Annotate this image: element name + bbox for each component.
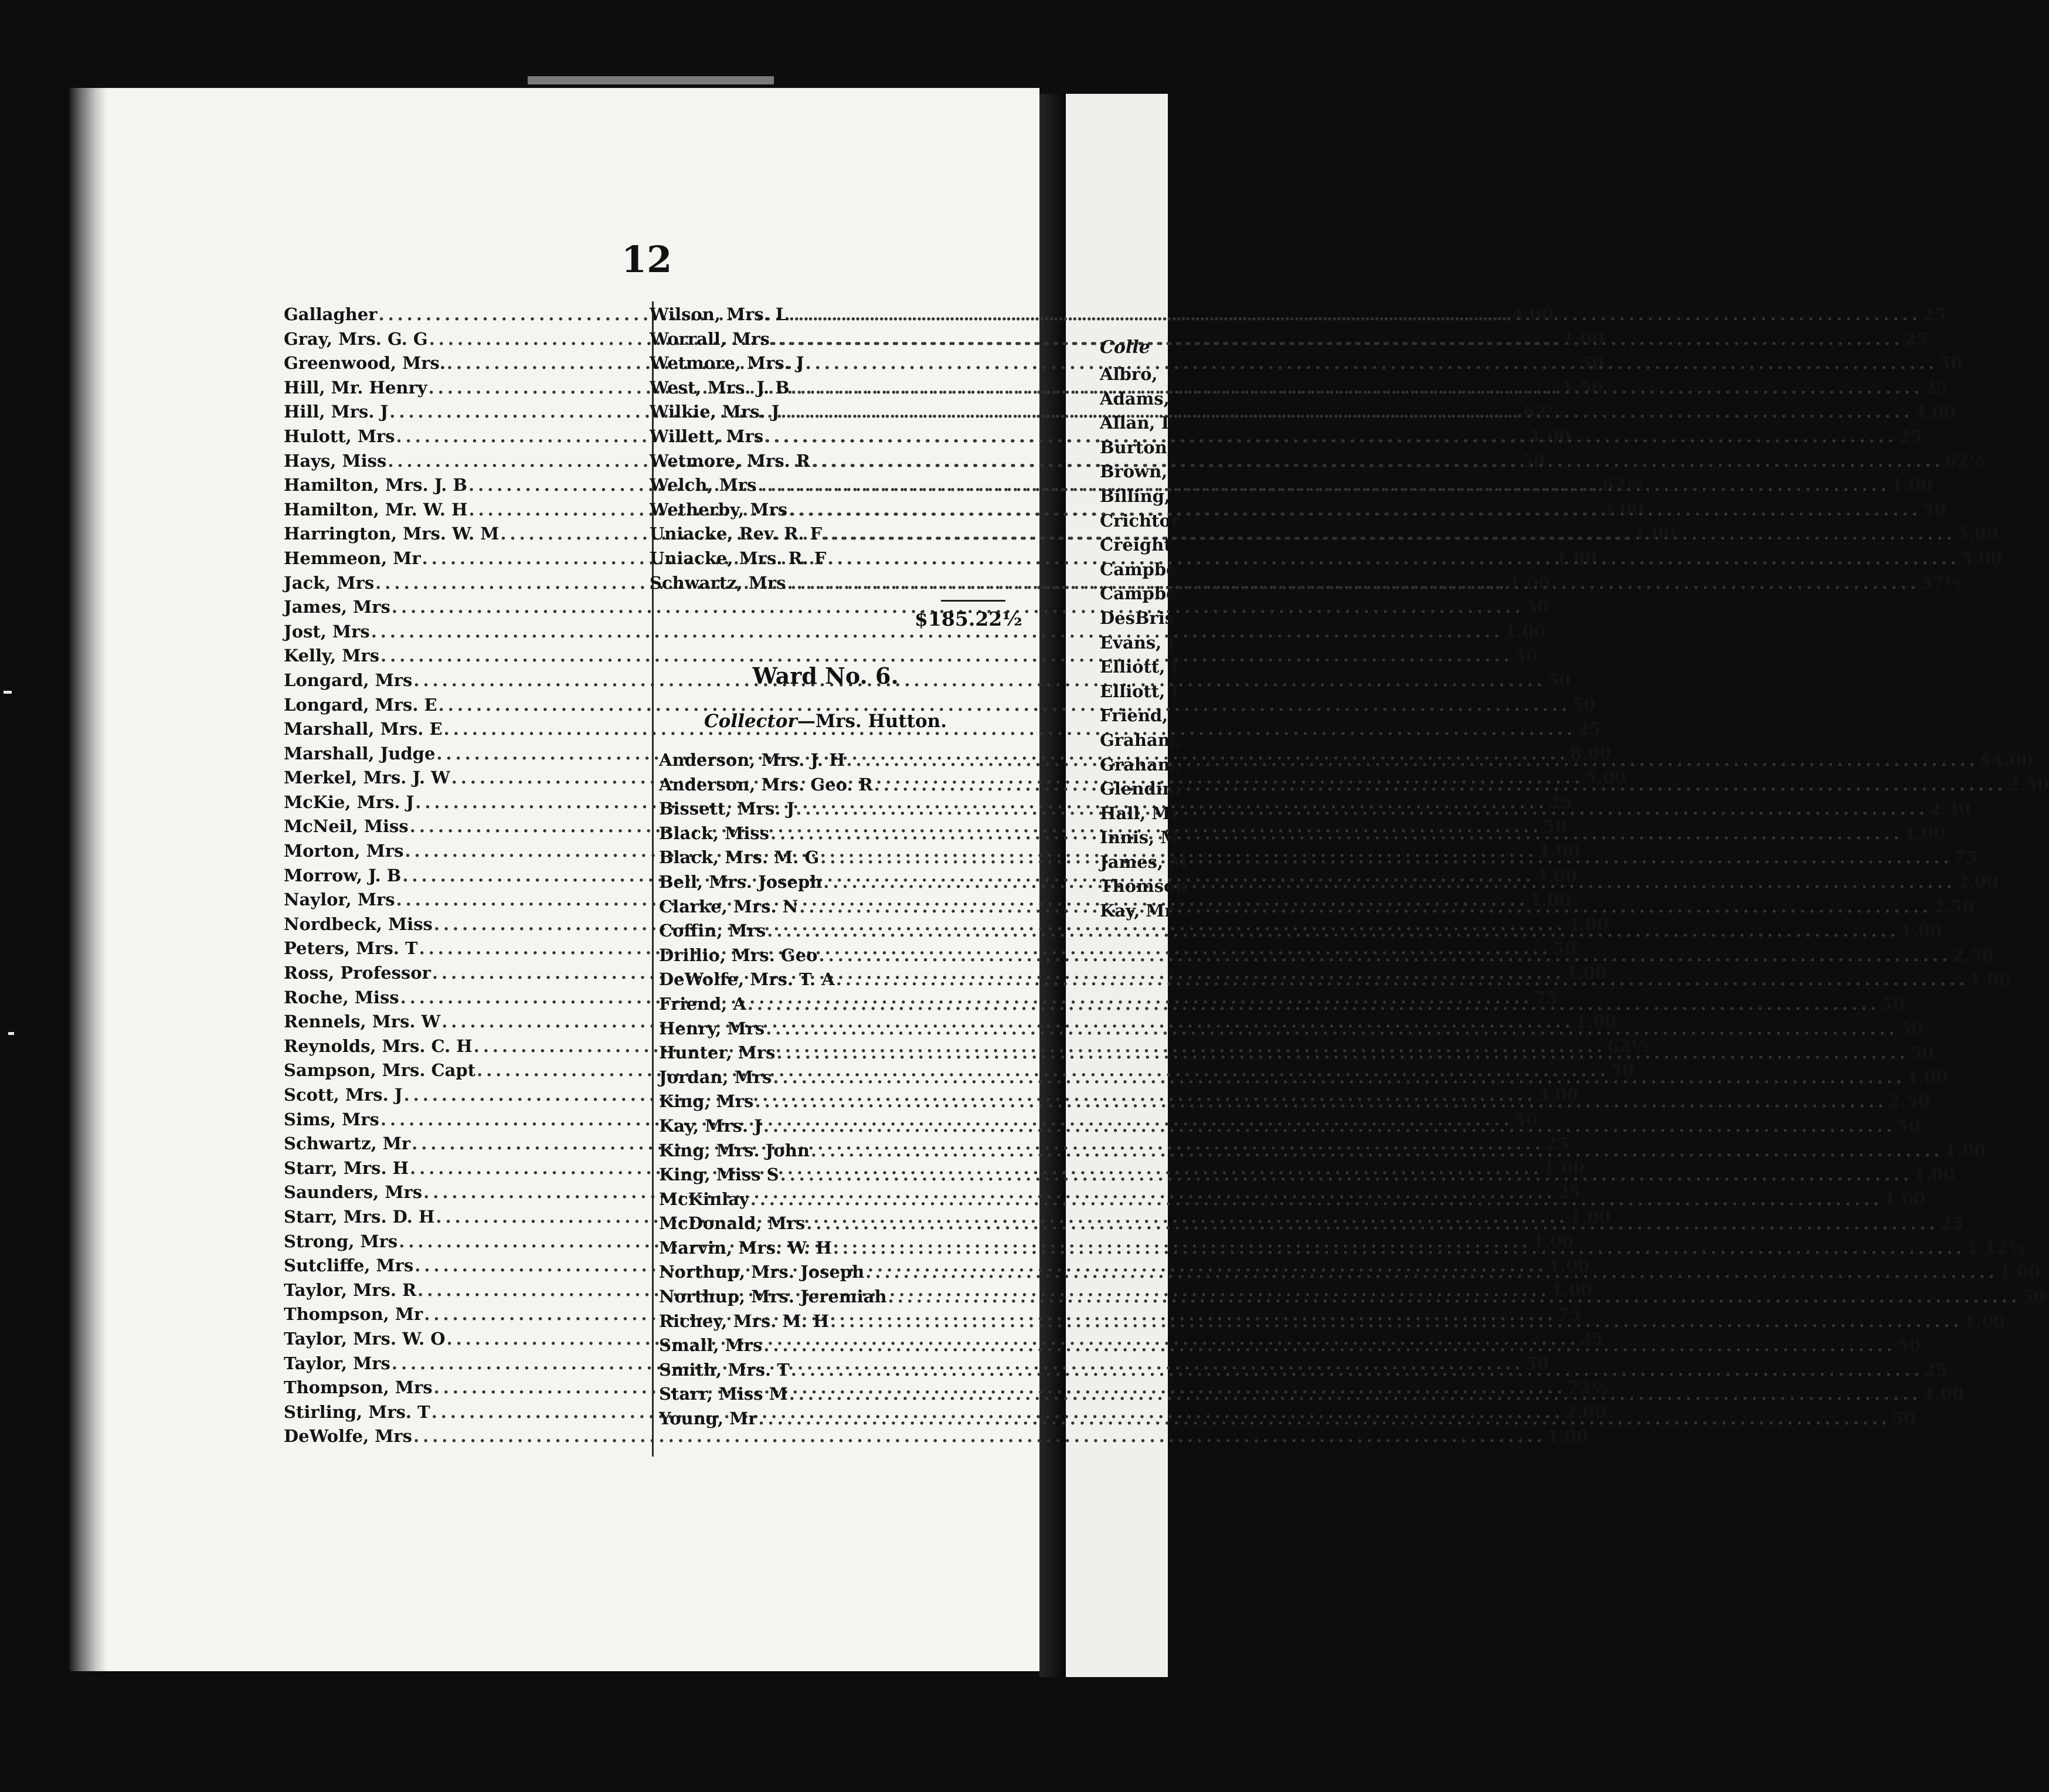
subscriber-name: Hulott, Mrs bbox=[284, 426, 395, 446]
subscriber-name: Henry, Mrs bbox=[659, 1018, 765, 1038]
subscriber-name: Schwartz, Mrs bbox=[650, 572, 786, 593]
subscription-amount: 50 bbox=[1543, 816, 1567, 837]
subscription-amount: 1.00 bbox=[1900, 921, 1942, 941]
subscription-amount: 25 bbox=[1577, 719, 1601, 739]
subscriber-name: Longard, Mrs bbox=[284, 670, 413, 690]
subscription-amount: 1.00 bbox=[1999, 1262, 2041, 1282]
leader-dots bbox=[823, 522, 1956, 547]
facing-page-entry: Billing, bbox=[1100, 486, 1171, 506]
subscription-amount: 50 bbox=[1514, 1109, 1538, 1129]
leader-dots bbox=[811, 449, 1944, 474]
subscription-amount: 3.00 bbox=[1537, 1085, 1579, 1105]
subscriber-name: Jack, Mrs bbox=[284, 572, 375, 593]
subscriber-name: Black, Mrs. M. G bbox=[659, 847, 820, 868]
subscriber-name: DeWolfe, Mrs. T. A bbox=[659, 969, 835, 990]
leader-dots bbox=[791, 1358, 1924, 1383]
subscription-amount: 50 bbox=[1580, 353, 1604, 374]
leader-dots bbox=[806, 1211, 1939, 1236]
subscription-amount: 50 bbox=[1892, 1409, 1916, 1429]
subscriber-name: Hamilton, Mrs. J. B bbox=[284, 475, 467, 495]
subscriber-name: McKie, Mrs. J bbox=[284, 792, 414, 812]
subscriber-name: Nordbeck, Miss bbox=[284, 914, 433, 934]
subscription-amount: 1.00 bbox=[1884, 1189, 1925, 1209]
subscription-amount: 1.00 bbox=[1906, 1067, 1948, 1087]
subscription-amount: 50 bbox=[1521, 450, 1545, 471]
list-entry bbox=[659, 1163, 1955, 1187]
subscription-amount: 1.00 bbox=[1891, 475, 1933, 495]
subscription-amount: 4.00 bbox=[1914, 402, 1956, 422]
subscriber-name: Starr, Mrs. H bbox=[284, 1158, 409, 1178]
subscriber-name: Hemmeon, Mr bbox=[284, 548, 421, 568]
subscriber-name: Anderson, Mrs. Geo. R bbox=[659, 774, 873, 795]
facing-page-entry: Campbe bbox=[1100, 583, 1177, 604]
subscription-amount: 25 bbox=[1904, 328, 1928, 349]
leader-dots bbox=[799, 895, 1932, 919]
subscription-amount: 2.50 bbox=[1888, 1091, 1930, 1112]
subscriber-name: Sampson, Mrs. Capt bbox=[284, 1060, 476, 1081]
leader-dots bbox=[836, 968, 1969, 992]
subscription-amount: 25 bbox=[1924, 377, 1948, 398]
subscriber-name: Scott, Mrs. J bbox=[284, 1085, 403, 1105]
subscriber-name: Wilkie, Mrs. J bbox=[650, 402, 780, 422]
subscription-amount: 50 bbox=[1514, 646, 1538, 666]
subscriber-name: Kay, Mrs. J bbox=[659, 1115, 762, 1136]
subscriber-name: Drillio, Mrs. Geo bbox=[659, 945, 818, 965]
scanner-edge bbox=[528, 76, 774, 84]
facing-page-entry: Campbe bbox=[1100, 559, 1177, 579]
ward-heading: Ward No. 6. bbox=[752, 663, 899, 689]
subscriber-name: Wetherby, Mrs bbox=[650, 499, 788, 520]
subscriber-name: Hill, Mrs. J bbox=[284, 402, 389, 422]
facing-page-heading: Colle bbox=[1100, 337, 1150, 358]
subscriber-name: Hays, Miss bbox=[284, 450, 387, 471]
list-entry bbox=[284, 1424, 1589, 1449]
list-entry bbox=[659, 1260, 2041, 1285]
facing-page-entry: Albro, bbox=[1100, 364, 1158, 384]
subscription-amount: 1.00 bbox=[1575, 1012, 1617, 1032]
leader-dots bbox=[888, 1285, 2021, 1309]
subscription-amount: 1.00 bbox=[1508, 572, 1551, 593]
facing-page-entry: Elliott, I bbox=[1100, 681, 1180, 701]
subscription-amount: 62½ bbox=[1607, 1036, 1649, 1056]
page-number: 12 bbox=[621, 238, 672, 281]
subscriber-name: Peters, Mrs. T bbox=[284, 938, 418, 959]
subscription-amount: 1.00 bbox=[1565, 963, 1608, 983]
subscription-amount: 75 bbox=[1534, 987, 1558, 1007]
subscriber-name: Uniacke, Mrs. R. F bbox=[650, 548, 827, 568]
subscriber-name: King, Mrs. John bbox=[659, 1140, 810, 1160]
facing-page-entry: Graham, bbox=[1100, 729, 1182, 750]
subscription-amount: 1.00 bbox=[1543, 1158, 1585, 1178]
subscription-amount: 50 bbox=[1525, 597, 1549, 617]
subscription-amount: 62½ bbox=[1523, 402, 1565, 422]
leader-dots bbox=[791, 376, 1924, 401]
list-entry bbox=[659, 968, 2011, 992]
subscription-amount: 50 bbox=[1910, 1043, 1934, 1063]
subscription-amount: 1.00 bbox=[1530, 890, 1571, 910]
subscriber-name: Sutcliffe, Mrs bbox=[284, 1255, 414, 1276]
subscriber-name: Willett, Mrs bbox=[650, 426, 764, 446]
subscription-amount: 2.00 bbox=[1602, 499, 1644, 520]
facing-page-entry: Kay, Mr bbox=[1100, 901, 1174, 921]
facing-page-entry: Friend, bbox=[1100, 705, 1168, 726]
subscriber-name: Rennels, Mrs. W bbox=[284, 1012, 441, 1032]
leader-dots bbox=[847, 748, 1979, 773]
subscriber-name: Roche, Miss bbox=[284, 987, 399, 1007]
subscription-amount: 2.00 bbox=[1956, 871, 1999, 892]
subscription-amount: 2.50 bbox=[1932, 896, 1975, 917]
facing-page-entry: Elliott, I bbox=[1100, 657, 1180, 677]
leader-dots bbox=[865, 1260, 1998, 1285]
subscriber-name: Worrall, Mrs bbox=[650, 328, 770, 349]
subscriber-name: Clarke, Mrs. N bbox=[659, 896, 798, 917]
leader-dots bbox=[789, 498, 1921, 522]
subscriber-name: Wetmore, Mrs. R bbox=[650, 450, 810, 471]
subscriber-name: Anderson, Mrs. J. H bbox=[659, 750, 845, 770]
facing-page-entry: DesBris bbox=[1100, 607, 1175, 628]
subscriber-name: Sims, Mrs bbox=[284, 1109, 379, 1129]
leader-dots bbox=[827, 547, 1960, 571]
subscription-amount: 1.12½ bbox=[1966, 1237, 2026, 1258]
subscription-amount: 25 bbox=[1545, 1133, 1569, 1154]
facing-page-entry: Glendinr bbox=[1100, 779, 1184, 799]
subscriber-name: Bissett, Mrs. J bbox=[659, 799, 795, 819]
subscription-amount: 8.00 bbox=[1569, 743, 1612, 763]
subscription-amount: 37½ bbox=[1921, 572, 1962, 593]
subscription-amount: 4.00 bbox=[1567, 914, 1609, 934]
subscriber-name: Ross, Professor bbox=[284, 963, 431, 983]
subscription-amount: 1.00 bbox=[1569, 1206, 1611, 1227]
leader-dots bbox=[757, 473, 1890, 498]
subscription-amount: 50 bbox=[1881, 993, 1905, 1014]
subscription-amount: 75 bbox=[1557, 1304, 1582, 1325]
subscriber-name: Gray, Mrs. G. G bbox=[284, 328, 428, 349]
facing-page-entry: Adams, bbox=[1100, 388, 1170, 409]
scan-artifact bbox=[8, 1032, 14, 1035]
subscriber-name: Taylor, Mrs. W. O bbox=[284, 1328, 446, 1349]
subscriber-name: Starr, Mrs. D. H bbox=[284, 1206, 435, 1227]
subscriber-name: Reynolds, Mrs. C. H bbox=[284, 1036, 473, 1056]
subscriber-name: Marshall, Judge bbox=[284, 743, 436, 763]
subscription-amount: 1.00 bbox=[1547, 1426, 1589, 1447]
subscription-amount: 1.00 bbox=[1562, 328, 1604, 349]
leader-dots bbox=[755, 1090, 1887, 1114]
subscriber-name: Naylor, Mrs bbox=[284, 890, 395, 910]
subscription-amount: 25 bbox=[1924, 1359, 1948, 1380]
subscriber-name: McKinlay bbox=[659, 1189, 749, 1209]
subscription-amount: 50 bbox=[1610, 1060, 1634, 1081]
facing-page-column bbox=[1100, 333, 1188, 924]
subscriber-name: West, Mrs. J. B bbox=[650, 377, 790, 398]
ward-total: $185.22½ bbox=[915, 607, 1022, 630]
subscription-amount: 62½ bbox=[1602, 475, 1644, 495]
subscription-amount: 2.40 bbox=[1929, 799, 1971, 819]
subscription-amount: 25 bbox=[1898, 426, 1922, 446]
subscription-amount: 5.00 bbox=[1585, 768, 1626, 788]
subscription-amount: 50 bbox=[1572, 694, 1596, 715]
subscriber-name: Uniacke, Rev. R. F bbox=[650, 524, 823, 544]
facing-page-entry: James, M bbox=[1100, 851, 1188, 872]
subscriber-name: Northup, Mrs. Joseph bbox=[659, 1262, 865, 1282]
leader-dots bbox=[823, 870, 1956, 895]
facing-page-entry: Hall, Mr bbox=[1100, 803, 1180, 823]
collector-name: —Mrs. Hutton. bbox=[797, 711, 947, 732]
subscriber-name: Smith, Mrs. T bbox=[659, 1359, 790, 1380]
subscriber-name: Young, Mr bbox=[659, 1409, 757, 1429]
subscriber-name: Hunter, Mrs bbox=[659, 1043, 776, 1063]
leader-dots bbox=[796, 797, 1928, 822]
subscriber-name: Marshall, Mrs. E bbox=[284, 719, 443, 739]
subscriber-name: Small, Mrs bbox=[659, 1335, 763, 1356]
leader-dots bbox=[766, 1017, 1898, 1041]
subscriber-name: Northup, Mrs. Jeremiah bbox=[659, 1287, 887, 1307]
subscription-amount: 1.00 bbox=[1963, 1311, 2006, 1331]
subscription-amount: 50 bbox=[1552, 938, 1576, 959]
subscription-amount: 1.50 bbox=[1562, 377, 1603, 398]
collector-role: Collector bbox=[704, 711, 797, 732]
facing-page-entry: Crichtor bbox=[1100, 510, 1180, 531]
subscriber-name: Merkel, Mrs. J. W bbox=[284, 768, 450, 788]
subscriber-name: Schwartz, Mr bbox=[284, 1133, 411, 1154]
subscriber-name: Thompson, Mrs bbox=[284, 1377, 433, 1398]
leader-dots bbox=[830, 1309, 1963, 1334]
subscription-amount: 1.00 bbox=[1532, 1231, 1574, 1251]
facing-page-entry: Burton, bbox=[1100, 437, 1173, 457]
subscriber-name: Wetmore, Mrs. J bbox=[650, 353, 804, 374]
subscriber-name: Longard, Mrs. E bbox=[284, 694, 437, 715]
subscriber-name: James, Mrs bbox=[284, 597, 390, 617]
subscription-amount: 1.00 bbox=[1914, 1165, 1955, 1185]
subscription-amount: 1.00 bbox=[1548, 1255, 1590, 1276]
subscription-amount: 50 bbox=[1525, 1353, 1549, 1373]
leader-dots bbox=[820, 846, 1953, 870]
leader-dots bbox=[874, 773, 2007, 797]
subscription-amount: 50 bbox=[1897, 1335, 1921, 1356]
subscription-amount: 4.00 bbox=[1922, 1384, 1964, 1404]
subscriber-name: Welch, Mrs bbox=[650, 475, 757, 495]
subscriber-name: Black, Miss bbox=[659, 823, 770, 843]
subscriber-name: Richey, Mrs. M. H bbox=[659, 1311, 830, 1331]
leader-dots bbox=[806, 351, 1938, 376]
subscription-amount: 5.00 bbox=[1960, 548, 2003, 568]
subscriber-name: Kelly, Mrs bbox=[284, 646, 380, 666]
subscription-amount: 50 bbox=[1899, 1018, 1924, 1038]
leader-dots bbox=[444, 717, 1576, 742]
leader-dots bbox=[759, 1407, 1891, 1431]
leader-dots bbox=[780, 400, 1913, 425]
leader-dots bbox=[439, 693, 1571, 718]
subscriber-name: Morrow, J. B bbox=[284, 865, 402, 885]
subscription-amount: 62½ bbox=[1945, 450, 1987, 471]
subscription-amount: 50 bbox=[1939, 353, 1963, 374]
subscription-amount: 1.00 bbox=[1944, 1140, 1986, 1160]
subscription-amount: 50 bbox=[1897, 1115, 1921, 1136]
facing-page-entry: Thomson bbox=[1100, 876, 1188, 897]
subscriber-name: Harrington, Mrs. W. M bbox=[284, 524, 499, 544]
leader-dots bbox=[789, 1382, 1922, 1407]
subscription-amount: 1.00 bbox=[1530, 426, 1571, 446]
subscriber-name: Greenwood, Mrs. bbox=[284, 353, 446, 374]
subscriber-name: King, Miss S bbox=[659, 1165, 779, 1185]
subscription-amount: 1.00 bbox=[1904, 823, 1946, 843]
list-entry bbox=[659, 943, 1994, 968]
leader-dots bbox=[776, 1041, 1909, 1065]
leader-dots bbox=[763, 1333, 1896, 1358]
subscription-amount: 1.00 bbox=[1504, 621, 1546, 642]
facing-page-entry: Allan, I bbox=[1100, 413, 1170, 433]
list-entry bbox=[659, 1114, 1921, 1139]
subscriber-name: Gallagher bbox=[284, 304, 378, 324]
subscriber-name: Wilson, Mrs. L bbox=[650, 304, 788, 324]
facing-page-entry: Graham, bbox=[1100, 754, 1182, 775]
subscriber-name: Morton, Mrs bbox=[284, 841, 404, 861]
subscription-amount: 25 bbox=[1580, 1328, 1604, 1349]
subscriber-name: Bell, Mrs. Joseph bbox=[659, 871, 823, 892]
leader-dots bbox=[819, 943, 1952, 968]
leader-dots bbox=[787, 571, 1919, 596]
subscription-amount: 1.00 bbox=[1551, 1279, 1593, 1300]
leader-dots bbox=[747, 992, 1880, 1017]
subscription-amount: 72½ bbox=[1567, 1377, 1609, 1398]
subscription-amount: 1.00 bbox=[1555, 548, 1597, 568]
subscription-amount: 50 bbox=[1547, 670, 1571, 690]
subscriber-name: Taylor, Mrs bbox=[284, 1353, 390, 1373]
leader-dots bbox=[833, 1236, 1966, 1261]
total-rule bbox=[941, 600, 1005, 602]
subscription-amount: 50 bbox=[2021, 1287, 2045, 1307]
subscriber-name: Coffin, Mrs bbox=[659, 921, 766, 941]
subscription-amount: 4.00 bbox=[1535, 865, 1578, 885]
subscriber-name: Saunders, Mrs bbox=[284, 1182, 423, 1203]
page-gutter-shadow bbox=[69, 88, 107, 1671]
subscription-amount: 25 bbox=[1939, 1213, 1964, 1234]
subscription-amount: 25 bbox=[1922, 304, 1946, 324]
subscription-amount: 2.50 bbox=[1952, 945, 1994, 965]
subscriber-name: Friend, A bbox=[659, 993, 746, 1014]
subscriber-name: King, Mrs bbox=[659, 1091, 754, 1112]
subscription-amount: 5.00 bbox=[1956, 524, 1999, 544]
subscriber-name: Strong, Mrs bbox=[284, 1231, 398, 1251]
collector-line bbox=[650, 711, 1001, 732]
subscriber-name: Hamilton, Mr. W. H bbox=[284, 499, 468, 520]
leader-dots bbox=[789, 303, 1921, 327]
subscriber-name: Jost, Mrs bbox=[284, 621, 370, 642]
subscription-amount: 4.00 bbox=[1512, 304, 1554, 324]
leader-dots bbox=[770, 822, 1903, 846]
subscriber-name: Hill, Mr. Henry bbox=[284, 377, 427, 398]
leader-dots bbox=[811, 1139, 1943, 1163]
subscription-amount: 1.00 bbox=[1633, 524, 1676, 544]
subscriber-name: Starr, Miss M bbox=[659, 1384, 788, 1404]
subscriber-name: Stirling, Mrs. T bbox=[284, 1401, 430, 1422]
subscription-amount: 2.50 bbox=[2007, 774, 2049, 795]
leader-dots bbox=[767, 919, 1900, 943]
subscription-amount: 2.00 bbox=[1565, 1401, 1606, 1422]
leader-dots bbox=[750, 1187, 1883, 1212]
subscription-amount: $4.00 bbox=[1980, 750, 2033, 770]
leader-dots bbox=[780, 1163, 1913, 1187]
subscription-amount: 1.00 bbox=[1538, 841, 1580, 861]
leader-dots bbox=[764, 425, 1897, 449]
subscriber-name: DeWolfe, Mrs bbox=[284, 1426, 412, 1447]
facing-page-entry: Evans, I bbox=[1100, 632, 1175, 653]
scan-artifact bbox=[4, 691, 12, 694]
subscription-amount: 25 bbox=[1557, 1182, 1581, 1203]
subscriber-name: McDonald, Mrs bbox=[659, 1213, 806, 1234]
subscription-amount: 50 bbox=[1922, 499, 1946, 520]
leader-dots bbox=[773, 1065, 1905, 1090]
leader-dots bbox=[771, 327, 1904, 352]
subscription-amount: 25 bbox=[1548, 792, 1573, 812]
subscriber-name: Marvin, Mrs. W. H bbox=[659, 1237, 832, 1258]
facing-page-entry: Innis, M bbox=[1100, 827, 1180, 848]
subscriber-name: Taylor, Mrs. R bbox=[284, 1279, 417, 1300]
leader-dots bbox=[763, 1114, 1896, 1139]
facing-page-entry: Creight bbox=[1100, 535, 1172, 555]
subscription-amount: 1.00 bbox=[1969, 969, 2011, 990]
subscription-amount: 75 bbox=[1953, 847, 1978, 868]
subscriber-name: Jordan, Mrs bbox=[659, 1067, 772, 1087]
facing-page-entry: Brown, bbox=[1100, 461, 1168, 482]
subscriber-name: McNeil, Miss bbox=[284, 816, 409, 837]
subscriber-name: Thompson, Mr bbox=[284, 1304, 423, 1325]
